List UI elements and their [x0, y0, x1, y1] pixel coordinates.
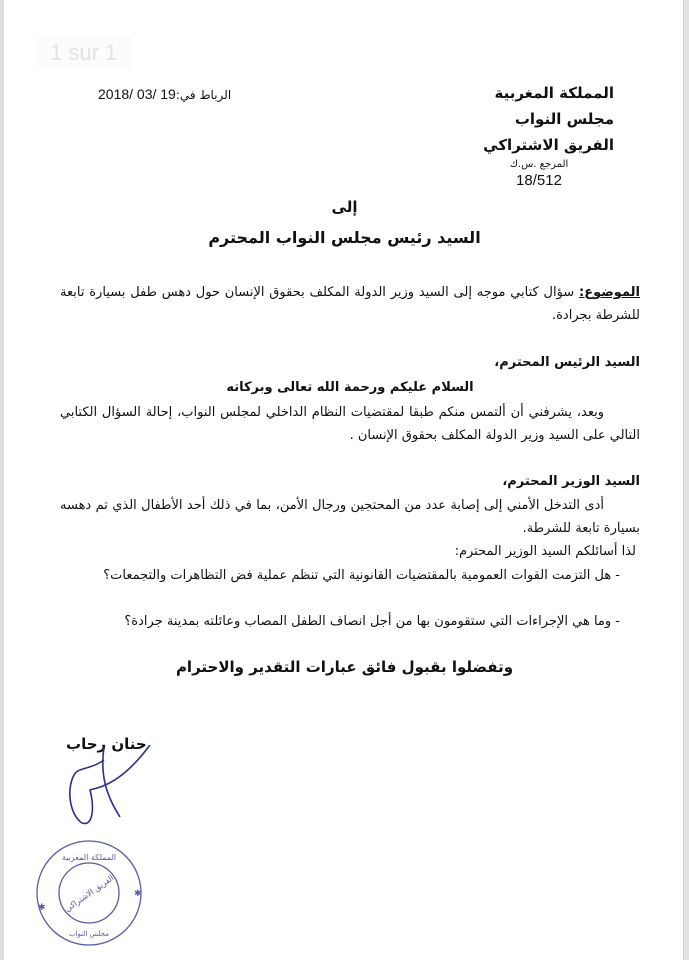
addressee-to: إلى	[331, 198, 358, 216]
letterhead-group: الفريق الاشتراكي	[483, 136, 614, 154]
salutation-minister	[60, 470, 640, 493]
salutation-president-text: السيد الرئيس المحترم،	[494, 355, 640, 370]
date-line	[98, 86, 231, 102]
stamp-bottom-text: مجلس النواب	[68, 930, 110, 938]
main-paragraph: أدى التدخل الأمني إلى إصابة عدد من المحتجين ورجال الأمن، بما في ذلك أحد الأطفال الذي تم دهسه بسيارة تابعة للشرطة.	[60, 498, 640, 536]
date-label: الرباط في:	[175, 88, 232, 102]
intro-paragraph: وبعد، يشرفني أن ألتمس منكم طبقا لمقتضيات النظام الداخلي لمجلس النواب، إحالة السؤال الكتابي التالي على السيد وزير الدولة المكلف بحقوق الإنسان .	[60, 405, 640, 443]
stamp-star-icon: ✱	[38, 903, 46, 913]
greeting: السلام عليكم ورحمة الله تعالى وبركاته	[226, 380, 474, 395]
question-1: - هل التزمت القوات العمومية بالمقتضيات القانونية التي تنظم عملية فض التظاهرات والتجمعات؟	[103, 568, 620, 583]
page-indicator: 1 sur 1	[36, 36, 131, 70]
question-intro: لذا أسائلكم السيد الوزير المحترم:	[454, 544, 636, 559]
official-stamp	[34, 838, 144, 948]
handwritten-signature	[60, 745, 170, 835]
viewer-left-border	[0, 0, 4, 960]
subject	[60, 281, 640, 327]
stamp-outer-text: المملكة المغربية	[61, 853, 117, 862]
letterhead-kingdom: المملكة المغربية	[494, 84, 614, 102]
viewer-scrollbar[interactable]	[683, 0, 689, 960]
question-2: - وما هي الإجراءات التي ستقومون بها من أجل انصاف الطفل المصاب وعائلته بمدينة جرادة؟	[124, 614, 620, 629]
stamp-inner-text: الفريق الاشتراكي	[63, 873, 116, 914]
subject-label: الموضوع:	[579, 285, 640, 300]
closing-formula: وتفضلوا بقبول فائق عبارات التقدير والاحترام	[175, 658, 514, 676]
letterhead-parliament: مجلس النواب	[514, 110, 614, 128]
stamp-star-icon: ✱	[134, 889, 142, 899]
reference-number: 18/512	[516, 172, 562, 189]
date-value: 2018/ 03/ 19	[98, 86, 176, 102]
salutation-minister-text: السيد الوزير المحترم،	[502, 474, 640, 489]
reference-label: المرجع .س.ك	[509, 159, 569, 170]
salutation-president	[60, 351, 640, 374]
addressee-recipient: السيد رئيس مجلس النواب المحترم	[208, 228, 481, 247]
signer-name: حنان رحاب	[66, 735, 147, 753]
subject-text: سؤال كتابي موجه إلى السيد وزير الدولة المكلف بحقوق الإنسان حول دهس طفل بسيارة تابعة للشرطة بجرادة.	[60, 285, 640, 323]
